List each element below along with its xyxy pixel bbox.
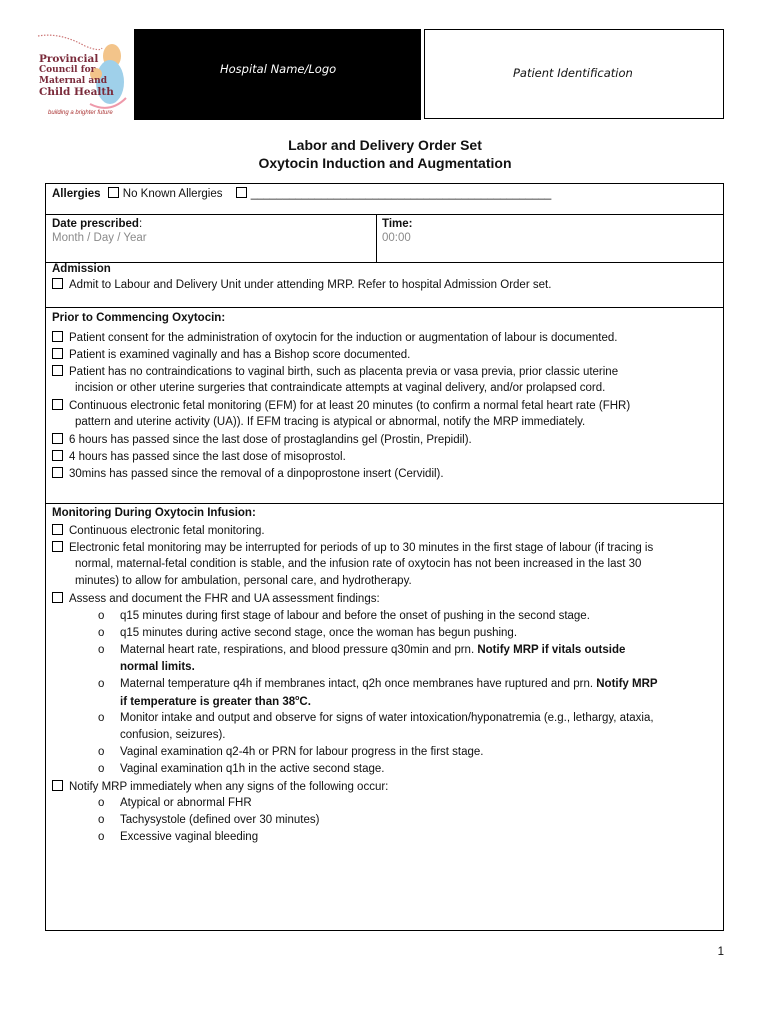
admit-text: Admit to Labour and Delivery Unit under attending MRP. Refer to hospital Admission Order set. [69, 279, 552, 291]
patient-id-placeholder: Patient Identification [513, 66, 633, 80]
monitoring-sub-5-cont: confusion, seizures). [120, 729, 226, 741]
prior-item-6: 4 hours has passed since the last dose of misoprostol. [69, 451, 346, 463]
monitoring-sub-4: Maternal temperature q4h if membranes intact, q2h once membranes have ruptured and prn. [120, 678, 597, 690]
monitoring-item-1: Continuous electronic fetal monitoring. [69, 525, 265, 537]
monitoring-sub-4-cont: if temperature is greater than 38 [120, 695, 296, 708]
logo-line-4: Child Health [39, 86, 114, 98]
hospital-logo-box [134, 29, 421, 120]
sub-bullet: o [98, 644, 105, 656]
degree-sign: o [295, 695, 300, 702]
allergies-section [45, 183, 724, 215]
other-allergy-field[interactable]: _______________________________________________ [250, 188, 552, 200]
date-time-divider [376, 215, 377, 262]
monitoring-sub-3: Maternal heart rate, respirations, and blood pressure q30min and prn. [120, 644, 478, 656]
admission-heading: Admission [52, 263, 111, 275]
celsius-unit: C. [299, 695, 311, 708]
sub-bullet: o [98, 831, 105, 843]
notify-item-3: Excessive vaginal bleeding [120, 831, 259, 843]
monitoring-item-3: Assess and document the FHR and UA assessment findings: [69, 593, 380, 605]
admit-checkbox[interactable] [52, 278, 63, 289]
hospital-placeholder: Hospital Name/Logo [220, 62, 337, 76]
prior-checkbox-6[interactable] [52, 450, 63, 461]
monitoring-section [45, 503, 724, 931]
prior-checkbox-3[interactable] [52, 365, 63, 376]
monitoring-checkbox-2[interactable] [52, 541, 63, 552]
date-prescribed-input[interactable]: Month / Day / Year [52, 232, 147, 244]
form-subtitle: Oxytocin Induction and Augmentation [258, 155, 512, 171]
monitoring-sub-4-notify: Notify MRP [596, 678, 658, 690]
sub-bullet: o [98, 627, 105, 639]
sub-bullet: o [98, 763, 105, 775]
prior-item-7: 30mins has passed since the removal of a dinpoprostone insert (Cervidil). [69, 468, 444, 480]
allergies-label: Allergies [52, 188, 101, 200]
sub-bullet: o [98, 746, 105, 758]
prior-item-5: 6 hours has passed since the last dose of prostaglandins gel (Prostin, Prepidil). [69, 434, 472, 446]
prior-checkbox-5[interactable] [52, 433, 63, 444]
monitoring-sub-6: Vaginal examination q2-4h or PRN for labour progress in the first stage. [120, 746, 484, 758]
prior-item-3: Patient has no contraindications to vaginal birth, such as placenta previa or vasa previa, prior classic uterine [69, 366, 619, 378]
no-known-allergies-checkbox[interactable] [108, 187, 119, 198]
time-input[interactable]: 00:00 [382, 232, 411, 244]
notify-item-1: Atypical or abnormal FHR [120, 797, 252, 809]
sub-bullet: o [98, 610, 105, 622]
monitoring-sub-2: q15 minutes during active second stage, once the woman has begun pushing. [120, 627, 518, 639]
prior-item-3-cont: incision or other uterine surgeries that contraindicate attempts at vaginal delivery, and/or prolapsed cord. [75, 382, 606, 394]
monitoring-checkbox-3[interactable] [52, 592, 63, 603]
monitoring-item-4: Notify MRP immediately when any signs of the following occur: [69, 781, 389, 793]
prior-checkbox-4[interactable] [52, 399, 63, 410]
monitoring-sub-3-cont: normal limits. [120, 661, 195, 673]
form-title: Labor and Delivery Order Set [288, 137, 482, 153]
monitoring-item-2-cont-1: normal, maternal-fetal condition is stable, and the infusion rate of oxytocin has not been increased in the last 30 [75, 558, 642, 570]
monitoring-checkbox-4[interactable] [52, 780, 63, 791]
pcmch-logo [30, 28, 130, 123]
logo-line-2: Council for [39, 65, 96, 75]
monitoring-sub-5: Monitor intake and output and observe for signs of water intoxication/hyponatremia (e.g., lethargy, ataxia, [120, 712, 654, 724]
prior-item-1: Patient consent for the administration of oxytocin for the induction or augmentation of labour is documented. [69, 332, 618, 344]
sub-bullet: o [98, 814, 105, 826]
prior-item-4-cont: pattern and uterine activity (UA)). If EFM tracing is atypical or abnormal, notify the MRP immediately. [75, 416, 586, 428]
prior-item-2: Patient is examined vaginally and has a Bishop score documented. [69, 349, 411, 361]
time-label: Time: [382, 218, 413, 230]
patient-id-box[interactable] [424, 29, 724, 119]
monitoring-item-2: Electronic fetal monitoring may be interrupted for periods of up to 30 minutes in the first stage of labour (if tracing is [69, 542, 654, 554]
prior-section [45, 307, 724, 504]
monitoring-sub-7: Vaginal examination q1h in the active second stage. [120, 763, 385, 775]
monitoring-checkbox-1[interactable] [52, 524, 63, 535]
monitoring-heading: Monitoring During Oxytocin Infusion: [52, 507, 256, 519]
prior-heading: Prior to Commencing Oxytocin: [52, 312, 226, 324]
logo-line-3: Maternal and [39, 76, 108, 86]
sub-bullet: o [98, 797, 105, 809]
colon: : [138, 218, 143, 230]
logo-line-1: Provincial [39, 53, 99, 65]
monitoring-item-2-cont-2: minutes) to allow for ambulation, personal care, and hydrotherapy. [75, 575, 412, 587]
prior-checkbox-7[interactable] [52, 467, 63, 478]
monitoring-sub-3-notify: Notify MRP if vitals outside [477, 644, 626, 656]
monitoring-sub-1: q15 minutes during first stage of labour and before the onset of pushing in the second stage. [120, 610, 590, 622]
date-prescribed-label: Date prescribed [52, 218, 139, 230]
other-allergy-checkbox[interactable] [236, 187, 247, 198]
no-known-allergies-label: No Known Allergies [122, 188, 223, 200]
prior-checkbox-2[interactable] [52, 348, 63, 359]
admission-section [45, 262, 724, 308]
prior-checkbox-1[interactable] [52, 331, 63, 342]
logo-tagline: building a brighter future [48, 110, 113, 116]
notify-item-2: Tachysystole (defined over 30 minutes) [120, 814, 320, 826]
sub-bullet: o [98, 678, 105, 690]
prior-item-4: Continuous electronic fetal monitoring (EFM) for at least 20 minutes (to confirm a normal fetal heart rate (FHR) [69, 400, 631, 412]
sub-bullet: o [98, 712, 105, 724]
page-number: 1 [717, 946, 724, 958]
date-time-section [45, 214, 724, 263]
